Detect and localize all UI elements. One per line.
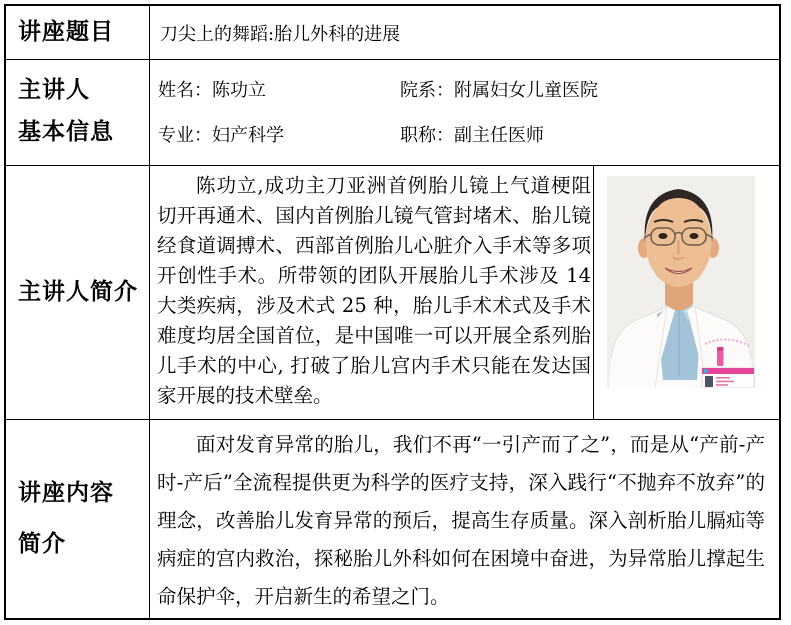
speaker-portrait-illustration	[607, 176, 755, 388]
row-label-text: 讲座题目	[18, 18, 114, 45]
speaker-info-fields	[150, 60, 779, 165]
field-job-title	[400, 121, 773, 147]
field-department-label: 院系：	[400, 80, 454, 101]
field-major-value: 妇产科学	[212, 125, 284, 146]
table-row-speaker-bio	[6, 165, 779, 419]
speaker-photo	[607, 176, 755, 388]
id-badge	[702, 368, 754, 388]
field-department	[400, 76, 773, 102]
row-label-text-line1: 讲座内容	[18, 479, 114, 506]
row-label-text-line1: 主讲人	[18, 77, 90, 104]
field-department-value: 附属妇女儿童医院	[454, 80, 598, 101]
row-label-text-line2: 简介	[18, 531, 66, 557]
table-row-content-summary	[6, 419, 779, 618]
speaker-photo-cell	[594, 166, 779, 419]
field-major-label: 专业：	[158, 125, 212, 146]
field-name-label: 姓名：	[158, 80, 212, 101]
speaker-bio-text: 陈功立,成功主刀亚洲首例胎儿镜上气道梗阻切开再通术、国内首例胎儿镜气管封堵术、胎儿镜经食道调搏术、西部首例胎儿心脏介入手术等多项开创性手术。所带领的团队开展胎儿手术涉及 14 大类疾病，涉及术式 25 种，胎儿手术术式及手术难度均居全国首位，是中国唯一可以开展全系列胎儿手术的中心, 打破了胎儿宫内手术只能在发达国家开展的技术壁垒。	[150, 166, 594, 419]
row-label-speaker-info	[6, 60, 150, 165]
field-name-value: 陈功立	[212, 80, 266, 101]
table-row-lecture-title	[6, 6, 779, 59]
field-major	[158, 121, 400, 147]
row-label-speaker-bio	[6, 166, 150, 419]
field-job-title-value: 副主任医师	[454, 125, 544, 146]
row-label-text-line2: 基本信息	[18, 118, 114, 145]
content-summary-text: 面对发育异常的胎儿，我们不再“一引产而了之”，而是从“产前-产时-产后”全流程提供更为科学的医疗支持，深入践行“不抛弃不放弃”的理念，改善胎儿发育异常的预后，提高生存质量。深入剖析胎儿膈疝等病症的宫内救治，探秘胎儿外科如何在困境中奋进，为异常胎儿撑起生命保护伞，开启新生的希望之门。	[157, 433, 765, 608]
lecture-title-cell	[150, 6, 779, 59]
table-row-speaker-info	[6, 59, 779, 165]
row-label-content-summary	[6, 420, 150, 618]
row-label-text: 主讲人简介	[18, 278, 138, 305]
row-label-lecture-title	[6, 6, 150, 59]
lecture-info-table	[4, 4, 781, 620]
field-name	[158, 76, 400, 102]
field-job-title-label: 职称：	[400, 125, 454, 146]
lecture-title-text: 刀尖上的舞蹈:胎儿外科的进展	[160, 23, 401, 45]
